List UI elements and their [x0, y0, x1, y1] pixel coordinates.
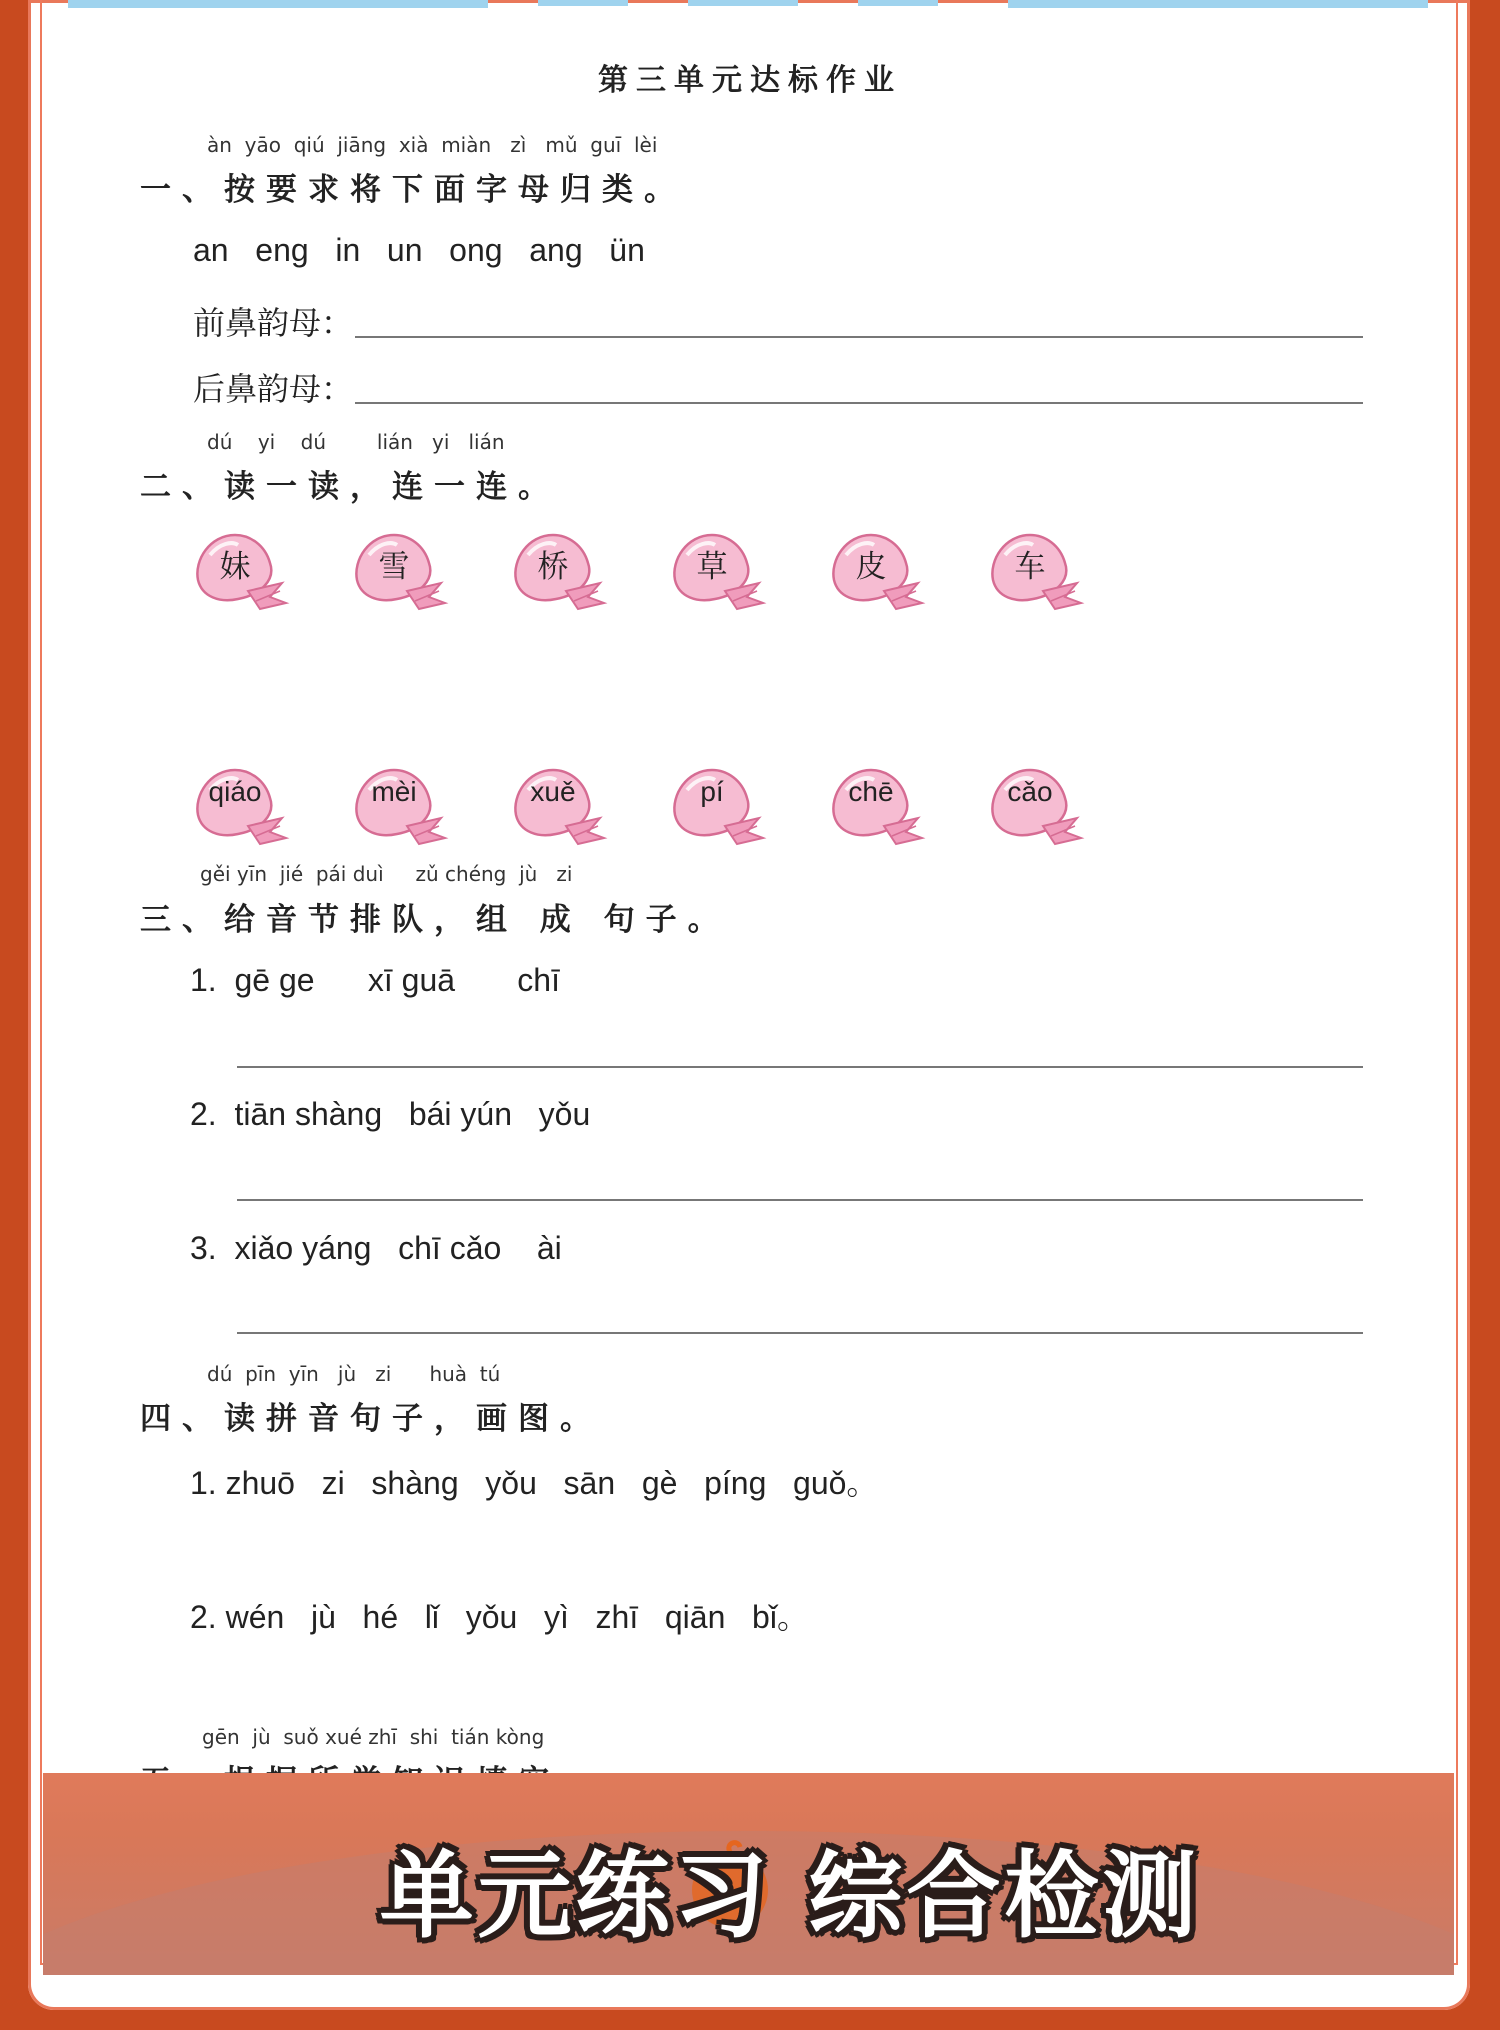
finals-list: an eng in un ong ang ün	[193, 232, 645, 268]
peach-card[interactable]	[667, 525, 767, 615]
pinyin-syllable: yīn	[236, 862, 267, 886]
peach-label: 桥	[537, 549, 569, 585]
sentence-answer-line-1[interactable]	[237, 1066, 1363, 1068]
peach-card[interactable]	[985, 525, 1085, 615]
pinyin-syllable: pīn	[245, 1362, 277, 1386]
peach-card[interactable]	[985, 760, 1085, 850]
peach-card[interactable]	[826, 525, 926, 615]
peach-card[interactable]	[190, 760, 290, 850]
pinyin-syllable: àn	[207, 133, 232, 157]
peach-card[interactable]	[667, 760, 767, 850]
section5-pinyin	[202, 1725, 544, 1749]
sentence-item-1: 1. gē ge xī guā chī	[190, 962, 560, 998]
section1-pinyin	[207, 133, 657, 157]
pinyin-syllable: suǒ	[283, 1725, 319, 1749]
peach-label: 妹	[219, 549, 251, 585]
peach-label: mèi	[371, 776, 417, 807]
pinyin-syllable: guī	[590, 133, 622, 157]
pinyin-syllable: jié	[279, 862, 304, 886]
top-decoration	[68, 0, 1428, 10]
pinyin-syllable: lián	[376, 430, 413, 454]
pinyin-syllable: kòng	[495, 1725, 545, 1749]
pinyin-syllable: tián	[451, 1725, 490, 1749]
front-nasal-label: 前鼻韵母：	[193, 304, 354, 342]
pinyin-syllable: gēn	[202, 1725, 240, 1749]
pinyin-syllable: miàn	[441, 133, 492, 157]
pinyin-syllable: zǔ	[415, 862, 439, 886]
peach-card[interactable]	[508, 760, 608, 850]
front-nasal-answer-line[interactable]	[355, 336, 1363, 338]
picture-sentence-1: 1. zhuō zi shàng yǒu sān gè píng guǒ。	[190, 1465, 879, 1501]
page-title: 第三单元达标作业	[598, 63, 902, 98]
pinyin-syllable: dú	[300, 430, 327, 454]
pinyin-syllable: pái	[315, 862, 347, 886]
pinyin-syllable: jiāng	[337, 133, 387, 157]
back-nasal-label: 后鼻韵母：	[193, 370, 354, 408]
pinyin-syllable: dú	[207, 430, 233, 454]
pinyin-syllable: jù	[337, 1362, 357, 1386]
peach-label: pí	[700, 776, 724, 807]
pinyin-syllable: yāo	[244, 133, 281, 157]
section1-heading: 一、按要求将下面字母归类。	[140, 172, 686, 208]
sentence-answer-line-3[interactable]	[237, 1332, 1363, 1334]
peach-card[interactable]	[349, 760, 449, 850]
picture-sentence-2: 2. wén jù hé lǐ yǒu yì zhī qiān bǐ。	[190, 1599, 809, 1635]
peach-card[interactable]	[190, 525, 290, 615]
back-nasal-answer-line[interactable]	[355, 402, 1363, 404]
pinyin-syllable: jù	[519, 862, 538, 886]
peach-label: chē	[848, 776, 894, 807]
pinyin-syllable: xià	[398, 133, 429, 157]
peach-label: 雪	[378, 549, 410, 585]
peach-card[interactable]	[349, 525, 449, 615]
pinyin-syllable: jù	[252, 1725, 271, 1749]
pinyin-syllable: zi	[375, 1362, 392, 1386]
pinyin-syllable: zì	[510, 133, 527, 157]
section4-heading: 四、读拼音句子，画图。	[140, 1401, 602, 1437]
sentence-answer-line-2[interactable]	[237, 1199, 1363, 1201]
pinyin-syllable: yi	[432, 430, 450, 454]
peach-label: 皮	[855, 549, 887, 585]
pinyin-syllable: qiú	[293, 133, 325, 157]
pinyin-syllable: huà	[429, 1362, 468, 1386]
sentence-item-2: 2. tiān shàng bái yún yǒu	[190, 1096, 591, 1132]
pinyin-syllable: dú	[207, 1362, 233, 1386]
pinyin-syllable: mǔ	[545, 133, 578, 157]
peach-label: qiáo	[208, 776, 262, 807]
pinyin-syllable: lèi	[633, 133, 658, 157]
pinyin-syllable: xué	[325, 1725, 362, 1749]
pinyin-syllable: tú	[479, 1362, 501, 1386]
pinyin-syllable: chéng	[445, 862, 507, 886]
pinyin-syllable: zhī	[368, 1725, 397, 1749]
peach-label: 草	[696, 549, 728, 585]
peach-label: xuě	[530, 776, 576, 807]
section4-pinyin	[207, 1362, 500, 1386]
sentence-item-3: 3. xiǎo yáng chī cǎo ài	[190, 1230, 562, 1266]
pinyin-syllable: zi	[556, 862, 573, 886]
pinyin-syllable: gěi	[200, 862, 231, 886]
section3-pinyin	[200, 862, 572, 886]
section2-pinyin	[207, 430, 505, 454]
peach-card[interactable]	[826, 760, 926, 850]
peach-label: 车	[1014, 549, 1046, 585]
peach-label: cǎo	[1007, 776, 1053, 807]
pinyin-syllable: lián	[468, 430, 505, 454]
pinyin-syllable: yi	[257, 430, 276, 454]
section2-heading: 二、读一读，连一连。	[140, 469, 560, 505]
section3-heading: 三、给音节排队，组 成 句子。	[140, 902, 730, 938]
pinyin-syllable: yīn	[288, 1362, 319, 1386]
pinyin-syllable: duì	[352, 862, 384, 886]
peach-card[interactable]	[508, 525, 608, 615]
banner-title: 单元练习 综合检测	[379, 1842, 1201, 1951]
pinyin-syllable: shi	[409, 1725, 439, 1749]
